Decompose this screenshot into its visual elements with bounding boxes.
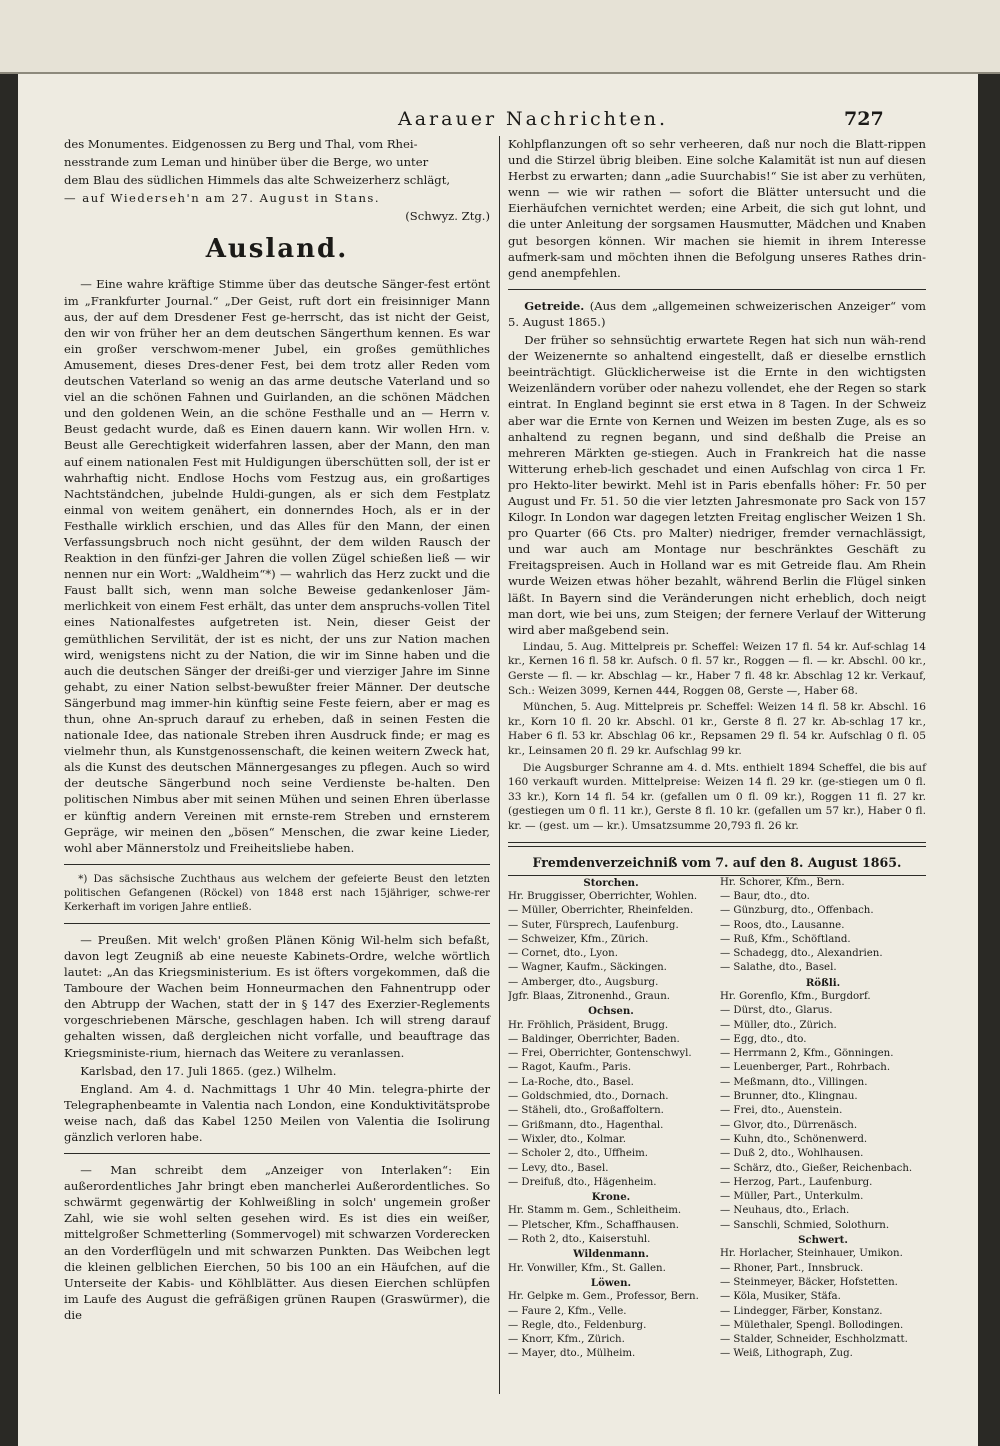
register-entry: — Baldinger, Oberrichter, Baden. [508,1033,680,1045]
divider [64,923,490,924]
register-entry: — Suter, Fürsprech, Laufenburg. [508,919,679,931]
register-entry: — Stalder, Schneider, Eschholzmatt. [720,1334,908,1346]
article-saengerfest: — Eine wahre kräftige Stimme über das deutsche Sänger-fest ertönt im „Frankfurter Journal.“ „Der Geist, ruft dort ein freisinniger Mann aus, der auf dem Dresdener Fest ge-herrscht, das ist nicht der Geist, den wir von früher her an dem deutschen Sängerthum kennen. Es war ein großer verschwom-mener Jubel, ein großes gemüthliches Amusement, dieses Dres-dener Fest, bei dem trotz aller Reden vom deutschen Vaterland so wenig an das arme deutsche Vaterland und so viel an die schönen Fahnen und Guirlanden, an die schönen Mädchen und den goldenen Wein, an die schöne Festhalle und an — Herrn v. Beust gedacht wurde, daß es Einen dauern kann. Wir wollen Hrn. v. Beust alle Gerechtigkeit widerfahren lassen, aber der Mann, den man auf einem nationalen Fest mit Huldigungen überschütten soll, der ist er wahrhaftig nicht. Endlose Hochs vom Festzug aus, ein großartiges Nachtständchen, jubelnde Huldi-gungen, als er sich dem Festplatz einmal von weitem genähert, ein donnerndes Hoch, als er in der Festhalle wirklich erschien, und das Alles für den Mann, der einen Verfassungsbruch noch nicht gesühnt, der dem wilden Rausch der Reaktion in den fünfzi-ger Jahren die vollen Zügel schießen ließ — wir nennen nur ein Wort: „Waldheim“*) — wahrlich das Herz zuckt und die Faust ballt sich, wenn man solche Beweise gedankenloser Jäm-merlichkeit von einem Fest erhält, das unter dem anspruchs-vollen Titel eines Nationalfestes aufgetreten ist. Nein, dieser Geist der gemüthlichen Servilität, der ist es nicht, der uns zur Nation machen wird, wenigstens nicht zu der Nation, die wir im Sinne haben und die auch die deutschen Sänger der dreißi-ger und vierziger Jahre im Sinne gehabt, zu einer Nation selbst-bewußter freier Männer. Der deutsche Sängerbund mag immer-hin künftig seine Feste feiern, aber er mag es thun, ohne An-spruch darauf zu erheben, daß in seinen Festen die nationale Idee, das nationale Streben ihren Ausdruck finde; er mag es vielmehr thun, als Kunstgenossenschaft, die keinen weitern Zweck hat, als die Kunst des deutschen Männergesanges zu pflegen. Auch so wird der deutsche Sängerbund noch seine Verdienste be-halten. Den politischen Nimbus aber mit seinen Mühen und seinen Ehren überlasse er künftig andern Vereinen mit ernste-rem Streben und ernsterem Gepräge, wir meinen den „bösen“ Menschen, die zwar keine Lieder, wohl aber Männerstolz und Freiheitsliebe haben. [64,277,490,855]
register-entry: — Egg, dto., dto. [720,1033,807,1045]
register-entry: — Ragot, Kaufm., Paris. [508,1062,632,1074]
register-entry: Hr. Gelpke m. Gem., Professor, Bern. [508,1291,699,1303]
register-entry: Jgfr. Blaas, Zitronenhd., Graun. [508,991,671,1002]
register-entry: — Frei, dto., Auenstein. [720,1105,843,1117]
register-entry: — Knorr, Kfm., Zürich. [508,1334,625,1346]
running-title: Aarauer Nachrichten. [398,108,669,130]
intro-source: (Schwyz. Ztg.) [405,209,490,224]
register-entry: — Mülethaler, Spengl. Bollodingen. [720,1319,904,1331]
article-england: England. Am 4. d. Nachmittags 1 Uhr 40 Min. telegra-phirte der Telegraphenbeamte in Valentia nach London, eine Konduktivitätsprobe weise nach, daß das Kabel 1250 Meilen von Valentia die Isolirung gänzlich verloren habe. [64,1081,490,1144]
register-entry: — Roos, dto., Lausanne. [720,919,845,931]
intro-line: dem Blau des südlichen Himmels das alte Schweizerherz schlägt, [64,173,451,188]
register-hotel-name: Ochsen. [588,1005,634,1018]
register-entry: — Müller, Oberrichter, Rheinfelden. [508,905,694,917]
register-entry: — Schweizer, Kfm., Zürich. [508,933,649,945]
register-entry: — Neuhaus, dto., Erlach. [720,1205,850,1217]
register-entry: — Amberger, dto., Augsburg. [508,976,659,988]
right-column [508,136,926,1362]
register-entry: — Baur, dto., dto. [720,890,810,902]
market-lindau: Lindau, 5. Aug. Mittelpreis pr. Scheffel: Weizen 17 fl. 54 kr. Auf-schlag 14 kr., Kernen 16 fl. 58 kr. Aufsch. 0 fl. 57 kr., Roggen — fl. — kr. Abschl. 00 kr., Gerste — fl. — kr. Abschlag — kr., Haber 7 fl. 48 kr. Abschlag 12 kr. Verkauf, Sch.: Weizen 3099, Kernen 444, Roggen 08, Gerste —, Haber 68. [508,640,926,697]
section-heading: Ausland. [205,234,349,265]
column-rule [499,136,500,1394]
register-entry: — Dreifuß, dto., Hägenheim. [508,1176,657,1188]
register-entry: — Wixler, dto., Kolmar. [508,1133,626,1145]
register-entry: — Müller, Part., Unterkulm. [720,1191,864,1203]
register-entry: — Herrmann 2, Kfm., Gönningen. [720,1048,894,1060]
register-entry: Hr. Schorer, Kfm., Bern. [720,876,845,888]
register-entry: — Sanschli, Schmied, Solothurn. [720,1219,890,1231]
register-entry: — Faure 2, Kfm., Velle. [508,1305,627,1317]
intro-line: des Monumentes. Eidgenossen zu Berg und Thal, vom Rhei- [64,137,418,151]
article-preussen-signature: Karlsbad, den 17. Juli 1865. (gez.) Wilhelm. [80,1063,337,1078]
register-entry: Hr. Bruggisser, Oberrichter, Wohlen. [508,890,698,902]
register-entry: — Kuhn, dto., Schönenwerd. [720,1133,868,1145]
register-entry: — Goldschmied, dto., Dornach. [508,1091,669,1103]
register-entry: — Salathe, dto., Basel. [720,962,837,974]
previous-page-edge [0,0,1000,74]
register-entry: — Leuenberger, Part., Rohrbach. [720,1062,891,1074]
register-entry: — Herzog, Part., Laufenburg. [720,1176,873,1188]
register-entry: — Ruß, Kfm., Schöftland. [720,933,851,945]
register-entry: — Rhoner, Part., Innsbruck. [720,1262,864,1274]
register-entry: — Meßmann, dto., Villingen. [720,1076,868,1088]
article-interlaken: — Man schreibt dem „Anzeiger von Interlaken“: Ein außerordentliches Jahr bringt eben mancherlei Außerordentliches. So schwärmt gegenwärtig der Kohlweißling in solch' ungemein großer Zahl, wie sie wohl selten gesehen wird. Es ist dies ein weißer, mittelgroßer Schmetterling (Sommervogel) mit schwarzen Vorderecken an den Vorderflügeln und mit schwarzen Punkten. Das Weibchen legt die kleinen gelblichen Eierchen, 50 bis 100 an ein Häufchen, auf die Unterseite der Kabis- und Köhlblätter. Aus diesen Eierchen schlüpfen im Laufe des August die gefräßigen grünen Raupen (Graswürmer), die die [64,1163,490,1322]
register-entry: — Mayer, dto., Mülheim. [508,1348,636,1360]
register-entry: — Brunner, dto., Klingnau. [720,1091,858,1103]
register-entry: Hr. Fröhlich, Präsident, Brugg. [508,1019,669,1031]
divider [64,1153,490,1154]
footnote: *) Das sächsische Zuchthaus aus welchem der gefeierte Beust den letzten politischen Gefangenen (Röckel) von 1848 erst nach 15jähriger, schwe-rer Kerkerhaft im vorigen Jahre entließ. [64,873,490,913]
register-entry: — Weiß, Lithograph, Zug. [720,1348,853,1360]
article-preussen: — Preußen. Mit welch' großen Plänen König Wil-helm sich befaßt, davon legt Zeugniß ab eine neueste Kabinets-Ordre, welche wörtlich lautet: „An das Kriegsministerium. Es ist öfters vorgekommen, daß die Tamboure der Wachen beim Honneurmachen den Fahnentrupp oder den Abtrupp der Wachen, statt der in § 147 des Exerzier-Reglements vorgeschriebenen Märsche, geschlagen haben. Ich will streng darauf gehalten wissen, daß dergleichen nicht vorfalle, und beauftrage das Kriegsministe-rium, hiernach das Weitere zu veranlassen. [64,932,490,1060]
divider [64,864,490,865]
register-entry: — Günzburg, dto., Offenbach. [720,905,874,917]
register-entry: — Regle, dto., Feldenburg. [508,1319,647,1331]
register-grid [508,876,926,1362]
register-entry: — Dürst, dto., Glarus. [720,1005,833,1017]
intro-line: — auf Wiederseh'n am 27. August in Stans. [64,191,381,206]
register-entry: — Cornet, dto., Lyon. [508,948,618,960]
getreide-text: Der früher so sehnsüchtig erwartete Regen hat sich nun wäh-rend der Weizenernte so anhaltend eingestellt, daß er dieselbe ernstlich beeinträchtigt. Glücklicherweise ist die Ernte in den wichtigsten Weizenländern vorüber oder nahezu vollendet, ehe der Regen so stark eintrat. In England beginnt sie erst etwa in 8 Tagen. In der Schweiz aber war die Ernte von Kernen und Weizen im besten Zuge, als es so anhaltend zu regnen begann, und sind deßhalb die Preise an mehreren Märkten ge-stiegen. Auch in Frankreich hat die nasse Witterung erheb-lich geschadet und einen Aufschlag von circa 1 Fr. pro Hekto-liter bewirkt. Mehl ist in Paris ebenfalls höher: Fr. 50 per August und Fr. 51. 50 die vier letzten Jahresmonate pro Sack von 157 Kilogr. In London war dagegen letzten Freitag englischer Weizen 1 Sh. pro Quarter (66 Cts. pro Malter) niedriger, fremder vernachlässigt, und war auch am Montage nur beschränktes Geschäft zu Freitagspreisen. Auch in Holland war es mit Getreide flau. Am Rhein wurde Weizen etwas höher bezahlt, während Berlin die Flügel sinken läßt. In Bayern sind die Veränderungen nicht erheblich, doch neigt man dort, wie bei uns, zum Steigen; der fernere Verlauf der Witterung wird aber maßgebend sein. [508,333,926,637]
register-hotel-name: Krone. [591,1191,631,1204]
register-right-column [720,876,926,1362]
register-entry: — Grißmann, dto., Hagenthal. [508,1119,664,1131]
register-entry: — Frei, Oberrichter, Gontenschwyl. [508,1048,692,1060]
register-entry: — Roth 2, dto., Kaiserstuhl. [508,1234,651,1246]
market-augsburg: Die Augsburger Schranne am 4. d. Mts. enthielt 1894 Scheffel, die bis auf 160 verkauft wurden. Mittelpreise: Weizen 14 fl. 29 kr. (ge-stiegen um 0 fl. 33 kr.), Korn 14 fl. 54 kr. (gefallen um 0 fl. 09 kr.), Roggen 11 fl. 27 kr. (gestiegen um 0 fl. 11 kr.), Gerste 8 fl. 10 kr. (gefallen um 57 kr.), Haber 0 fl. kr. — (gest. um — kr.). Umsatzsumme 20,793 fl. 26 kr. [508,761,926,832]
register-entry: Hr. Stamm m. Gem., Schleitheim. [508,1205,682,1217]
market-muenchen: München, 5. Aug. Mittelpreis pr. Scheffel: Weizen 14 fl. 58 kr. Abschl. 16 kr., Korn 10 fl. 20 kr. Abschl. 01 kr., Gerste 8 fl. 27 kr. Ab-schlag 17 kr., Haber 6 fl. 53 kr. Abschlag 06 kr., Repsamen 29 fl. 54 kr. Aufschlag 0 fl. 05 kr., Leinsamen 20 fl. 29 kr. Aufschlag 99 kr. [508,701,926,757]
register-entry: — Schärz, dto., Gießer, Reichenbach. [720,1162,913,1174]
register-entry: — Levy, dto., Basel. [508,1162,609,1174]
register-entry: — Glvor, dto., Dürrenäsch. [720,1119,858,1131]
register-entry: — Müller, dto., Zürich. [720,1019,837,1031]
register-entry: Hr. Vonwiller, Kfm., St. Gallen. [508,1262,666,1274]
register-entry: — Scholer 2, dto., Uffheim. [508,1148,649,1160]
register-entry: — Köla, Musiker, Stäfa. [720,1291,841,1303]
register-entry: — Schadegg, dto., Alexandrien. [720,948,883,960]
register-entry: — Stäheli, dto., Großaffoltern. [508,1105,664,1117]
getreide-head: Getreide. [524,298,585,313]
register-entry: — La-Roche, dto., Basel. [508,1076,634,1088]
intro-line: nesstrande zum Leman und hinüber über die Berge, wo unter [64,155,429,170]
article-continuation: Kohlpflanzungen oft so sehr verheeren, daß nur noch die Blatt-rippen und die Stirzel übrig bleiben. Eine solche Kalamität ist nun auf diesen Herbst zu erwarten; dann „adie Suurchabis!“ Sie ist aber zu verhüten, wenn — wie wir rathen — sofort die Blätter untersucht und die Eierhäufchen vernichtet werden; eine Arbeit, die sich gut lohnt, und die unter Anleitung der sorgsamen Hausmutter, Mädchen und Knaben gut besorgen können. Wir machen sie hiemit in ihrem Interesse aufmerk-sam und möchten ihnen die Befolgung unseres Rathes drin-gend anempfehlen. [508,137,926,280]
register-hotel-name: Schwert. [798,1234,848,1247]
register-entry: Hr. Horlacher, Steinhauer, Umikon. [720,1248,903,1260]
getreide-heading-line [508,298,926,330]
register-hotel-name: Storchen. [583,876,639,889]
getreide-source: (Aus dem „allgemeinen schweizerischen Anzeiger“ vom 5. August 1865.) [508,298,926,329]
register-hotel-name: Rößli. [805,976,841,989]
page-number: 727 [844,108,884,130]
register-entry: — Steinmeyer, Bäcker, Hofstetten. [720,1276,898,1288]
divider [508,842,926,847]
register-hotel-name: Wildenmann. [573,1248,649,1261]
register-hotel-name: Löwen. [590,1276,632,1289]
register-left-column [508,876,714,1362]
register-entry: — Wagner, Kaufm., Säckingen. [508,962,667,974]
register-entry: — Pletscher, Kfm., Schaffhausen. [508,1219,679,1231]
page-header [18,98,978,138]
register-entry: — Duß 2, dto., Wohlhausen. [720,1148,864,1160]
divider [508,289,926,290]
register-title: Fremdenverzeichniß vom 7. auf den 8. August 1865. [532,854,902,870]
left-column [64,136,490,1325]
register-entry: Hr. Gorenflo, Kfm., Burgdorf. [720,991,871,1002]
register-entry: — Lindegger, Färber, Konstanz. [720,1305,883,1317]
newspaper-page [18,74,978,1446]
